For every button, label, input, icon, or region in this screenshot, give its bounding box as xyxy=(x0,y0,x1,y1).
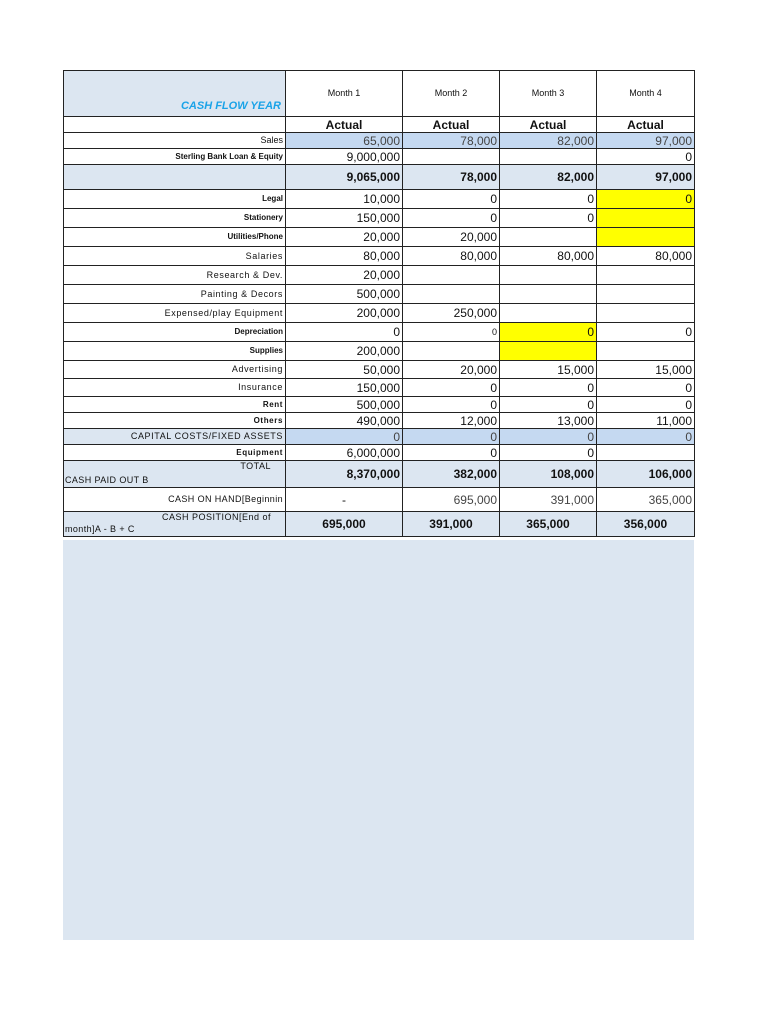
table-row-others xyxy=(64,413,695,429)
total-cell[interactable]: 82,000 xyxy=(500,165,597,190)
table-cell[interactable]: 80,000 xyxy=(500,247,597,266)
sheet-background xyxy=(63,540,694,940)
table-cell[interactable]: 13,000 xyxy=(500,413,597,429)
table-cell[interactable]: 12,000 xyxy=(403,413,500,429)
table-row-capital-costs xyxy=(64,429,695,445)
table-row-advertising xyxy=(64,361,695,379)
table-row-rent xyxy=(64,397,695,413)
total-cell[interactable]: 106,000 xyxy=(597,461,695,488)
table-row-sales xyxy=(64,133,695,149)
total-cell[interactable]: 391,000 xyxy=(403,512,500,537)
table-cell[interactable]: 0 xyxy=(403,379,500,397)
table-cell[interactable] xyxy=(403,342,500,361)
table-row-painting xyxy=(64,285,695,304)
sheet-title: CASH FLOW YEAR xyxy=(180,100,281,112)
table-cell[interactable]: 250,000 xyxy=(403,304,500,323)
table-cell[interactable]: 0 xyxy=(286,429,403,445)
table-row-stationery xyxy=(64,209,695,228)
table-cell[interactable]: 0 xyxy=(403,209,500,228)
table-cell[interactable]: 695,000 xyxy=(403,488,500,512)
table-cell[interactable]: 80,000 xyxy=(286,247,403,266)
row-label: CASH POSITION[End of xyxy=(161,512,271,522)
table-row-total-paid-out xyxy=(64,461,695,488)
table-cell[interactable]: 11,000 xyxy=(597,413,695,429)
table-cell[interactable] xyxy=(597,304,695,323)
row-label: Insurance xyxy=(64,379,286,397)
row-label: TOTAL xyxy=(240,461,271,471)
highlighted-cell[interactable]: 0 xyxy=(500,323,597,342)
row-label: Sales xyxy=(64,133,286,149)
table-cell[interactable]: 0 xyxy=(403,429,500,445)
empty-cell xyxy=(64,117,286,133)
row-label: Supplies xyxy=(64,342,286,361)
empty-cell xyxy=(64,165,286,190)
total-cell[interactable]: 78,000 xyxy=(403,165,500,190)
table-cell[interactable]: 200,000 xyxy=(286,342,403,361)
table-row-supplies xyxy=(64,342,695,361)
table-cell[interactable]: 150,000 xyxy=(286,209,403,228)
table-cell[interactable] xyxy=(500,228,597,247)
row-label: Research & Dev. xyxy=(64,266,286,285)
table-cell[interactable]: 490,000 xyxy=(286,413,403,429)
table-row-legal xyxy=(64,190,695,209)
row-label: Depreciation xyxy=(64,323,286,342)
table-cell[interactable]: 0 xyxy=(500,445,597,461)
table-cell[interactable]: 0 xyxy=(597,429,695,445)
table-cell[interactable]: 0 xyxy=(403,397,500,413)
table-cell[interactable]: 78,000 xyxy=(403,133,500,149)
row-label-cell xyxy=(64,512,286,537)
table-cell[interactable]: 150,000 xyxy=(286,379,403,397)
table-cell[interactable]: 0 xyxy=(403,323,500,342)
highlighted-cell[interactable] xyxy=(597,209,695,228)
table-cell[interactable] xyxy=(500,304,597,323)
table-cell[interactable]: 10,000 xyxy=(286,190,403,209)
table-cell[interactable]: 50,000 xyxy=(286,361,403,379)
table-cell[interactable]: 97,000 xyxy=(597,133,695,149)
table-row-utilities xyxy=(64,228,695,247)
total-cell[interactable]: 9,065,000 xyxy=(286,165,403,190)
table-cell[interactable] xyxy=(597,266,695,285)
row-label: Utilities/Phone xyxy=(64,228,286,247)
table-cell[interactable]: 0 xyxy=(597,149,695,165)
table-cell[interactable]: 20,000 xyxy=(286,228,403,247)
table-cell[interactable]: 0 xyxy=(597,397,695,413)
table-row-loan xyxy=(64,149,695,165)
table-cell[interactable]: 65,000 xyxy=(286,133,403,149)
row-label: month]A - B + C xyxy=(65,524,135,534)
month-header[interactable]: Month 1 xyxy=(286,71,403,117)
highlighted-cell[interactable]: 0 xyxy=(597,190,695,209)
row-label: Sterling Bank Loan & Equity xyxy=(64,149,286,165)
row-label: Rent xyxy=(64,397,286,413)
actual-header[interactable]: Actual xyxy=(500,117,597,133)
table-cell[interactable]: 0 xyxy=(286,323,403,342)
month-header[interactable]: Month 2 xyxy=(403,71,500,117)
total-cell[interactable]: 365,000 xyxy=(500,512,597,537)
total-cell[interactable]: 695,000 xyxy=(286,512,403,537)
table-row-expensed xyxy=(64,304,695,323)
table-row-total-receipts xyxy=(64,165,695,190)
table-row-research xyxy=(64,266,695,285)
row-label: Expensed/play Equipment xyxy=(64,304,286,323)
table-row-depreciation xyxy=(64,323,695,342)
table-row-insurance xyxy=(64,379,695,397)
highlighted-cell[interactable] xyxy=(597,228,695,247)
row-label: Others xyxy=(64,413,286,429)
table-cell[interactable] xyxy=(500,149,597,165)
table-cell[interactable] xyxy=(500,285,597,304)
table-row-cash-position xyxy=(64,512,695,537)
row-label: CASH PAID OUT B xyxy=(65,475,149,485)
table-row-salaries xyxy=(64,247,695,266)
total-cell[interactable]: 356,000 xyxy=(597,512,695,537)
table-cell[interactable]: 0 xyxy=(403,190,500,209)
actual-header-row xyxy=(64,117,695,133)
row-label: CAPITAL COSTS/FIXED ASSETS xyxy=(64,429,286,445)
actual-header[interactable]: Actual xyxy=(597,117,695,133)
row-label: CASH ON HAND[Beginnin xyxy=(64,488,286,512)
row-label: Stationery xyxy=(64,209,286,228)
month-header[interactable]: Month 4 xyxy=(597,71,695,117)
row-label: Painting & Decors xyxy=(64,285,286,304)
table-cell[interactable]: 0 xyxy=(500,429,597,445)
table-cell[interactable]: 365,000 xyxy=(597,488,695,512)
row-label: Equipment xyxy=(64,445,286,461)
table-cell[interactable]: 0 xyxy=(500,397,597,413)
table-cell[interactable] xyxy=(403,149,500,165)
total-cell[interactable]: 382,000 xyxy=(403,461,500,488)
table-cell[interactable]: 20,000 xyxy=(403,361,500,379)
total-cell[interactable]: 8,370,000 xyxy=(286,461,403,488)
title-cell xyxy=(64,71,286,117)
cash-flow-table xyxy=(63,70,695,537)
table-cell[interactable]: 391,000 xyxy=(500,488,597,512)
table-cell[interactable]: 6,000,000 xyxy=(286,445,403,461)
total-cell[interactable]: 97,000 xyxy=(597,165,695,190)
table-cell[interactable] xyxy=(597,445,695,461)
actual-header[interactable]: Actual xyxy=(286,117,403,133)
actual-header[interactable]: Actual xyxy=(403,117,500,133)
table-cell[interactable]: 0 xyxy=(403,445,500,461)
row-label: Advertising xyxy=(64,361,286,379)
table-cell[interactable]: 500,000 xyxy=(286,397,403,413)
table-cell[interactable]: 15,000 xyxy=(500,361,597,379)
table-cell[interactable]: 80,000 xyxy=(403,247,500,266)
table-cell[interactable]: 0 xyxy=(597,323,695,342)
table-cell[interactable] xyxy=(403,266,500,285)
table-cell[interactable]: 20,000 xyxy=(403,228,500,247)
row-label-cell xyxy=(64,461,286,488)
month-header[interactable]: Month 3 xyxy=(500,71,597,117)
table-cell[interactable]: - xyxy=(286,488,403,512)
row-label: Salaries xyxy=(64,247,286,266)
table-row-cash-on-hand xyxy=(64,488,695,512)
table-cell[interactable]: 0 xyxy=(500,379,597,397)
table-cell[interactable]: 20,000 xyxy=(286,266,403,285)
table-cell[interactable]: 9,000,000 xyxy=(286,149,403,165)
table-cell[interactable]: 500,000 xyxy=(286,285,403,304)
table-cell[interactable]: 15,000 xyxy=(597,361,695,379)
table-cell[interactable]: 80,000 xyxy=(597,247,695,266)
table-cell[interactable]: 0 xyxy=(597,379,695,397)
table-cell[interactable]: 82,000 xyxy=(500,133,597,149)
table-cell[interactable] xyxy=(500,266,597,285)
row-label: Legal xyxy=(64,190,286,209)
total-cell[interactable]: 108,000 xyxy=(500,461,597,488)
table-cell[interactable]: 0 xyxy=(500,209,597,228)
month-header-row xyxy=(64,71,695,117)
table-cell[interactable] xyxy=(403,285,500,304)
table-cell[interactable] xyxy=(597,285,695,304)
table-row-equipment xyxy=(64,445,695,461)
table-cell[interactable]: 0 xyxy=(500,190,597,209)
table-cell[interactable] xyxy=(597,342,695,361)
highlighted-cell[interactable] xyxy=(500,342,597,361)
table-cell[interactable]: 200,000 xyxy=(286,304,403,323)
